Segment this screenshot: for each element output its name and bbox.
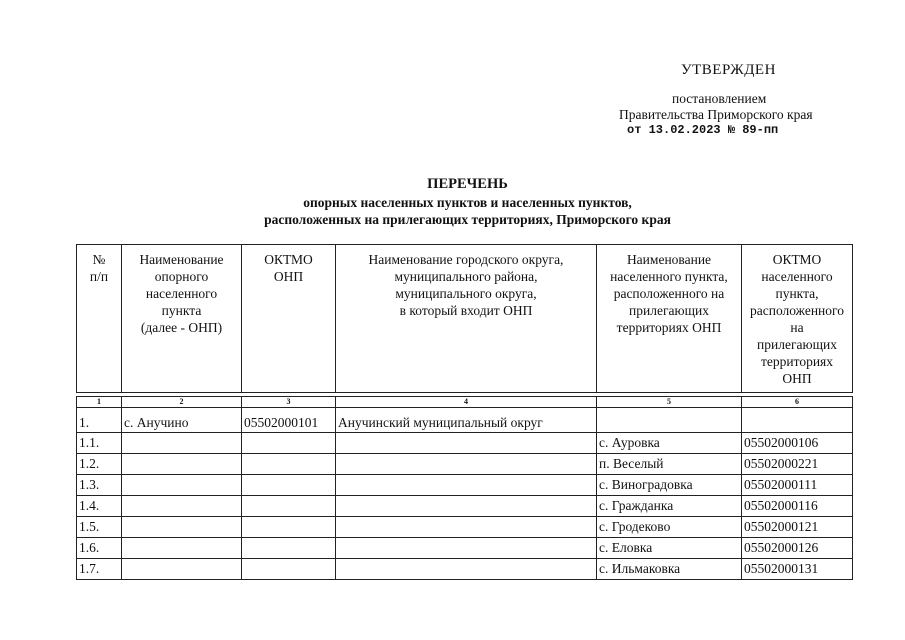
- column-number: 6: [742, 397, 853, 408]
- district-name: Анучинский муниципальный округ: [336, 408, 597, 433]
- header-line: ОКТМО: [264, 252, 313, 267]
- district-name: [336, 475, 597, 496]
- district-name: [336, 433, 597, 454]
- settlement-oktmo: 05502000221: [742, 454, 853, 475]
- header-cell: [597, 245, 742, 393]
- header-line: населенного пункта,: [610, 269, 728, 284]
- row-number: 1.3.: [77, 475, 122, 496]
- table-row: [77, 433, 853, 454]
- table-row-main: [77, 408, 853, 433]
- row-number: 1.7.: [77, 559, 122, 580]
- settlement-oktmo: [742, 408, 853, 433]
- row-number: 1.6.: [77, 538, 122, 559]
- settlement-name: с. Гражданка: [597, 496, 742, 517]
- document-subtitle-1: опорных населенных пунктов и населенных пунктов,: [303, 195, 632, 210]
- district-name: [336, 496, 597, 517]
- district-name: [336, 559, 597, 580]
- table-row: [77, 559, 853, 580]
- header-line: №: [92, 252, 106, 267]
- onp-oktmo: [242, 517, 336, 538]
- header-line: опорного: [154, 269, 209, 284]
- onp-oktmo: 05502000101: [242, 408, 336, 433]
- row-number: 1.1.: [77, 433, 122, 454]
- onp-oktmo: [242, 433, 336, 454]
- header-line: ОНП: [782, 371, 812, 386]
- onp-oktmo: [242, 559, 336, 580]
- header-cell: [336, 245, 597, 393]
- header-line: в который входит ОНП: [399, 303, 533, 318]
- settlement-name: с. Гродеково: [597, 517, 742, 538]
- header-line: территориях ОНП: [616, 320, 722, 335]
- header-cell: [77, 245, 122, 393]
- header-cell: [122, 245, 242, 393]
- onp-name: [122, 559, 242, 580]
- settlement-oktmo: 05502000116: [742, 496, 853, 517]
- row-number: 1.4.: [77, 496, 122, 517]
- settlement-oktmo: 05502000131: [742, 559, 853, 580]
- header-line: пункта: [161, 303, 202, 318]
- table-row: [77, 496, 853, 517]
- document-subtitle-2: расположенных на прилегающих территориях, Приморского края: [264, 212, 671, 227]
- onp-name: [122, 475, 242, 496]
- approval-line-3: от 13.02.2023 № 89-пп: [627, 123, 779, 137]
- onp-name: [122, 496, 242, 517]
- header-line: населенного: [761, 269, 833, 284]
- table-row: [77, 538, 853, 559]
- settlement-oktmo: 05502000126: [742, 538, 853, 559]
- settlement-name: с. Виноградовка: [597, 475, 742, 496]
- onp-name: [122, 433, 242, 454]
- settlement-oktmo: 05502000106: [742, 433, 853, 454]
- column-number: 2: [122, 397, 242, 408]
- row-number: 1.: [77, 408, 122, 433]
- onp-oktmo: [242, 475, 336, 496]
- header-line: Наименование: [626, 252, 712, 267]
- header-line: прилегающих: [629, 303, 709, 318]
- table-header: [76, 244, 853, 393]
- row-number: 1.5.: [77, 517, 122, 538]
- column-number: 4: [336, 397, 597, 408]
- header-line: муниципального района,: [394, 269, 538, 284]
- onp-name: [122, 538, 242, 559]
- header-cell: [242, 245, 336, 393]
- column-number: 5: [597, 397, 742, 408]
- header-line: расположенного: [750, 303, 844, 318]
- settlement-name: с. Еловка: [597, 538, 742, 559]
- approval-line-2: Правительства Приморского края: [619, 107, 813, 122]
- header-line: п/п: [89, 269, 109, 284]
- document-title: ПЕРЕЧЕНЬ: [427, 176, 508, 192]
- settlement-name: п. Веселый: [597, 454, 742, 475]
- header-line: пункта,: [775, 286, 819, 301]
- onp-name: [122, 517, 242, 538]
- settlement-name: с. Ильмаковка: [597, 559, 742, 580]
- header-line: прилегающих: [757, 337, 837, 352]
- table-row: [77, 454, 853, 475]
- approval-title: УТВЕРЖДЕН: [681, 62, 776, 78]
- onp-name: с. Анучино: [122, 408, 242, 433]
- onp-oktmo: [242, 454, 336, 475]
- header-line: Наименование городского округа,: [368, 252, 564, 267]
- table-row: [77, 475, 853, 496]
- row-number: 1.2.: [77, 454, 122, 475]
- header-line: на: [790, 320, 804, 335]
- onp-oktmo: [242, 538, 336, 559]
- header-line: (далее - ОНП): [140, 320, 223, 335]
- district-name: [336, 538, 597, 559]
- onp-name: [122, 454, 242, 475]
- onp-oktmo: [242, 496, 336, 517]
- header-line: территориях: [760, 354, 834, 369]
- header-line: Наименование: [139, 252, 224, 267]
- table-row: [77, 517, 853, 538]
- header-line: ОНП: [273, 269, 304, 284]
- settlement-oktmo: 05502000111: [742, 475, 853, 496]
- column-number: 1: [77, 397, 122, 408]
- settlement-name: с. Ауровка: [597, 433, 742, 454]
- district-name: [336, 454, 597, 475]
- header-line: населенного: [145, 286, 218, 301]
- header-line: расположенного на: [613, 286, 725, 301]
- column-number: 3: [242, 397, 336, 408]
- approval-line-1: постановлением: [672, 91, 767, 106]
- header-cell: [742, 245, 853, 393]
- header-line: муниципального округа,: [395, 286, 537, 301]
- district-name: [336, 517, 597, 538]
- settlement-name: [597, 408, 742, 433]
- settlement-oktmo: 05502000121: [742, 517, 853, 538]
- header-line: ОКТМО: [772, 252, 822, 267]
- data-table: [76, 396, 853, 580]
